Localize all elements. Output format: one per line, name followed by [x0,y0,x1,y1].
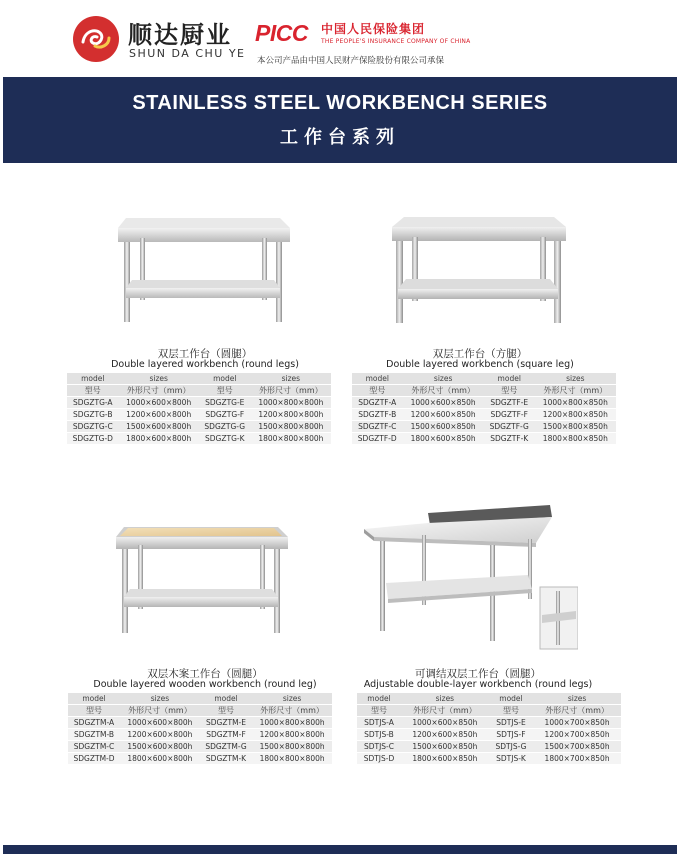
table-row [357,729,621,741]
table-cell: 1000×800×800h [252,717,332,729]
table-cell: SDGZTG-E [199,397,251,409]
table-row [68,753,332,765]
table-cell: SDTJS-A [357,717,401,729]
column-header-size-cn: 外形尺寸（mm） [120,705,200,717]
table-cell: 1000×800×800h [251,397,331,409]
series-banner [3,77,677,163]
product-title-en: Double layered wooden workbench (round leg) [93,679,317,690]
table-cell: 1200×600×800h [120,729,200,741]
table-cell: SDGZTF-B [352,409,402,421]
table-cell: 1500×600×800h [119,421,199,433]
table-cell: SDGZTM-A [68,717,120,729]
workbench-wooden-top-image [110,523,292,637]
table-row [67,397,331,409]
table-cell: SDGZTG-G [199,421,251,433]
column-header-size-cn: 外形尺寸（mm） [251,385,331,397]
series-title-en: STAINLESS STEEL WORKBENCH SERIES [132,92,548,114]
table-cell: 1800×800×800h [252,753,332,765]
product-title-en: Adjustable double-layer workbench (round legs) [363,679,593,690]
table-cell: 1000×600×850h [401,717,489,729]
insurance-note: 本公司产品由中国人民财产保险股份有限公司承保 [257,56,445,66]
table-cell: 1000×600×800h [120,717,200,729]
table-cell: 1200×600×800h [119,409,199,421]
table-cell: 1200×600×850h [402,409,483,421]
table-cell: SDGZTM-K [200,753,252,765]
table-cell: SDGZTG-K [199,433,251,445]
table-cell: 1200×800×850h [535,409,616,421]
table-cell: 1800×600×850h [401,753,489,765]
column-header-size-cn: 外形尺寸（mm） [533,705,621,717]
table-row [352,409,616,421]
product-title-cn: 双层工作台（方腿） [432,348,528,360]
column-header-size: sizes [119,373,199,385]
table-cell: SDGZTM-B [68,729,120,741]
column-header-model: model [489,693,533,705]
table-cell: 1000×700×850h [533,717,621,729]
spec-table-square-leg [352,373,616,445]
table-cell: SDTJS-C [357,741,401,753]
product-title-cn: 双层木案工作台（圆腿） [147,668,263,680]
column-header-model: model [67,373,119,385]
table-cell: SDGZTM-F [200,729,252,741]
column-header-size-cn: 外形尺寸（mm） [402,385,483,397]
column-header-size: sizes [120,693,200,705]
column-header-model-cn: 型号 [484,385,535,397]
table-cell: SDGZTG-D [67,433,119,445]
page-header [0,0,680,74]
table-row [68,741,332,753]
column-header-model-cn: 型号 [352,385,402,397]
table-cell: SDGZTG-B [67,409,119,421]
table-cell: 1800×800×850h [535,433,616,445]
column-header-model-cn: 型号 [200,705,252,717]
table-cell: 1500×600×850h [401,741,489,753]
column-header-size: sizes [402,373,483,385]
table-cell: SDGZTF-A [352,397,402,409]
table-row [357,717,621,729]
table-row [68,717,332,729]
table-cell: SDTJS-D [357,753,401,765]
picc-logo: PICC [255,20,308,46]
column-header-model-cn: 型号 [68,705,120,717]
table-row [67,433,331,445]
table-cell: 1500×800×850h [535,421,616,433]
table-row [357,741,621,753]
table-cell: 1800×600×800h [119,433,199,445]
table-cell: 1200×800×800h [251,409,331,421]
footer-bar [3,845,677,854]
shunda-logo-icon [73,16,119,62]
table-row [68,729,332,741]
workbench-adjustable-image [362,503,578,653]
spec-table-wooden-top [68,693,332,765]
table-cell: 1000×600×800h [119,397,199,409]
column-header-size: sizes [535,373,616,385]
column-header-model-cn: 型号 [67,385,119,397]
table-cell: 1200×700×850h [533,729,621,741]
table-cell: SDGZTM-D [68,753,120,765]
table-cell: SDTJS-F [489,729,533,741]
table-row [67,409,331,421]
table-cell: 1000×600×850h [402,397,483,409]
column-header-model: model [199,373,251,385]
table-cell: 1200×600×850h [401,729,489,741]
table-cell: 1800×800×800h [251,433,331,445]
table-cell: 1500×800×800h [252,741,332,753]
table-cell: SDGZTF-E [484,397,535,409]
column-header-model: model [352,373,402,385]
column-header-size-cn: 外形尺寸（mm） [535,385,616,397]
column-header-size-cn: 外形尺寸（mm） [252,705,332,717]
column-header-model: model [357,693,401,705]
column-header-size: sizes [252,693,332,705]
table-row [352,397,616,409]
table-cell: SDGZTF-F [484,409,535,421]
table-row [352,421,616,433]
column-header-model-cn: 型号 [199,385,251,397]
table-cell: SDGZTM-C [68,741,120,753]
table-cell: SDTJS-K [489,753,533,765]
table-cell: SDTJS-E [489,717,533,729]
table-cell: SDGZTF-C [352,421,402,433]
table-cell: 1500×700×850h [533,741,621,753]
table-cell: SDGZTF-D [352,433,402,445]
column-header-model: model [68,693,120,705]
column-header-size: sizes [533,693,621,705]
table-cell: SDTJS-G [489,741,533,753]
table-cell: 1800×600×800h [120,753,200,765]
spec-table-round-leg [67,373,331,445]
table-cell: SDGZTG-F [199,409,251,421]
column-header-size: sizes [401,693,489,705]
table-row [67,421,331,433]
product-title-en: Double layered workbench (round legs) [111,359,299,370]
table-cell: 1500×600×800h [120,741,200,753]
brand-name-cn: 顺达厨业 [128,21,232,49]
picc-name-cn: 中国人民保险集团 [321,22,426,36]
spec-table-adjustable [357,693,621,765]
workbench-round-leg-image [112,214,294,328]
product-title-en: Double layered workbench (square leg) [386,359,574,370]
table-cell: 1800×700×850h [533,753,621,765]
table-row [357,753,621,765]
series-title-cn: 工作台系列 [280,127,400,148]
column-header-size-cn: 外形尺寸（mm） [401,705,489,717]
table-cell: SDGZTM-E [200,717,252,729]
column-header-model-cn: 型号 [489,705,533,717]
workbench-square-leg-image [388,213,570,327]
table-row [352,433,616,445]
product-title-cn: 双层工作台（圆腿） [157,348,253,360]
table-cell: SDGZTF-G [484,421,535,433]
table-cell: SDGZTG-C [67,421,119,433]
table-cell: 1200×800×800h [252,729,332,741]
picc-name-en: THE PEOPLE'S INSURANCE COMPANY OF CHINA [321,38,471,45]
table-cell: SDGZTM-G [200,741,252,753]
column-header-model: model [200,693,252,705]
brand-name-en: SHUN DA CHU YE [129,47,246,60]
column-header-size: sizes [251,373,331,385]
column-header-size-cn: 外形尺寸（mm） [119,385,199,397]
table-cell: SDGZTF-K [484,433,535,445]
table-cell: 1000×800×850h [535,397,616,409]
table-cell: 1500×800×800h [251,421,331,433]
table-cell: 1500×600×850h [402,421,483,433]
product-title-cn: 可调结双层工作台（圆腿） [415,668,541,680]
table-cell: SDGZTG-A [67,397,119,409]
column-header-model: model [484,373,535,385]
table-cell: SDTJS-B [357,729,401,741]
table-cell: 1800×600×850h [402,433,483,445]
column-header-model-cn: 型号 [357,705,401,717]
